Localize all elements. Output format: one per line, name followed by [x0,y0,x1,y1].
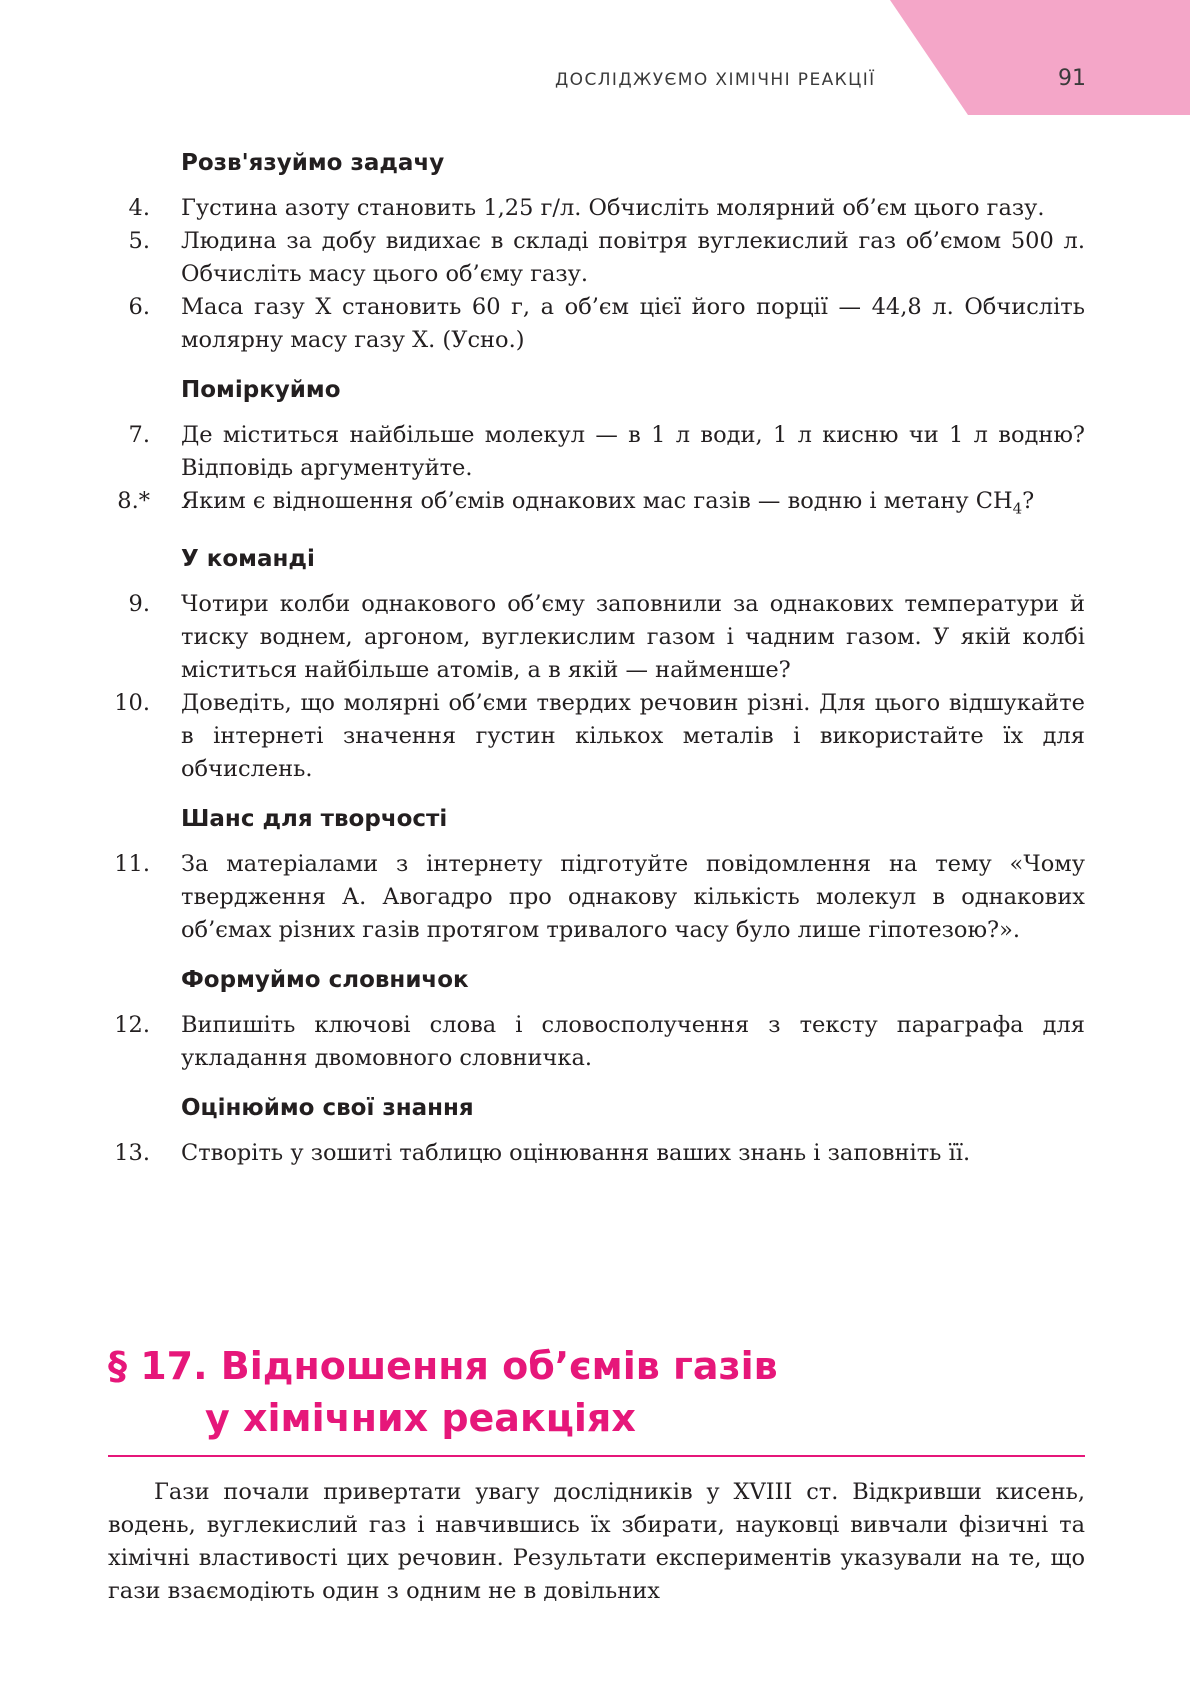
intro-paragraph: Гази почали привертати увагу дослідників у XVIII ст. Відкривши кисень, водень, вуглекислий газ і навчившись їх збирати, науковці вивчали фізичні та хімічні властивості цих речовин. Результати експериментів указували на те, що гази взаємодіють один з одним не в довільних [108,1479,1085,1604]
exercise-number: 5. [128,228,150,254]
exercise-item [0,1137,1190,1170]
exercise-item [0,192,1190,225]
title-underline [108,1455,1085,1457]
exercise-number: 13. [114,1139,150,1166]
exercise-text: Де міститься найбільше молекул — в 1 л води, 1 л кисню чи 1 л водню? Відповідь аргументуйте. [181,422,1085,481]
running-title: ДОСЛІДЖУЄМО ХІМІЧНІ РЕАКЦІЇ [555,70,876,90]
page-number: 91 [1058,66,1086,91]
exercise-text: Доведіть, що молярні об’єми твердих речовин різні. Для цього відшукайте в інтернеті значення густин кількох металів і використайте їх для обчислень. [181,689,1085,782]
section-think [0,375,1190,526]
exercise-text-tail: ? [1022,488,1035,514]
exercise-number: 8.* [117,488,150,514]
exercise-number: 7. [128,422,150,448]
exercise-item [0,588,1190,687]
exercise-text: Густина азоту становить 1,25 г/л. Обчисліть молярний об’єм цього газу. [181,195,1045,221]
exercise-text: Створіть у зошиті таблицю оцінювання ваших знань і заповніть її. [181,1139,971,1166]
exercise-number: 4. [128,195,150,221]
exercise-number: 10. [114,689,150,716]
subscript: 4 [1012,499,1023,518]
section-heading: Оцінюймо свої знання [181,1094,474,1121]
exercise-text [181,485,1085,526]
exercise-item [0,419,1190,485]
exercise-item [0,225,1190,291]
exercise-text: Людина за добу видихає в складі повітря вуглекислий газ об’ємом 500 л. Обчисліть масу цього об’єму газу. [181,228,1085,287]
exercise-text: За матеріалами з інтернету підготуйте повідомлення на тему «Чому твердження А. Авогадро про однакову кількість молекул в однакових об’ємах різних газів протягом тривалого часу було лише гіпотезою?». [181,850,1085,943]
section-glossary [0,965,1190,1075]
paragraph-title-line1: § 17. Відношення об’ємів газів [108,1344,778,1388]
exercise-item [0,848,1190,947]
section-heading: Шанс для творчості [181,805,448,832]
exercise-text: Чотири колби однакового об’єму заповнили за однакових температури й тиску воднем, аргоном, вуглекислим газом і чадним газом. У якій колбі міститься найбільше атомів, а в якій — найменше? [181,590,1085,683]
exercise-text: Маса газу X становить 60 г, а об’єм цієї його порції — 44,8 л. Обчисліть молярну масу газу X. (Усно.) [181,294,1085,353]
exercise-text-main: Яким є відношення об’ємів однакових мас газів — водню і метану CH [181,488,1013,514]
section-assessment [0,1093,1190,1170]
exercise-number: 6. [128,294,150,320]
section-team [0,544,1190,786]
section-heading: У команді [181,545,315,572]
exercise-item [0,291,1190,357]
exercise-number: 9. [128,590,150,617]
section-solve [0,148,1190,357]
section-heading: Розв'язуймо задачу [181,150,445,176]
section-creativity [0,804,1190,947]
exercise-item [0,1009,1190,1075]
exercise-number: 11. [114,850,150,877]
exercise-text: Випишіть ключові слова і словосполучення з тексту параграфа для укладання двомовного словничка. [181,1011,1085,1071]
section-heading: Поміркуймо [181,377,341,403]
exercise-number: 12. [114,1011,150,1038]
exercise-list [0,148,1190,1188]
corner-accent [890,0,1190,115]
exercise-item [0,687,1190,786]
paragraph-title [108,1340,778,1444]
paragraph-title-line2: у хімічних реакціях [205,1396,636,1440]
section-heading: Формуймо словничок [181,966,469,993]
exercise-item [0,485,1190,526]
